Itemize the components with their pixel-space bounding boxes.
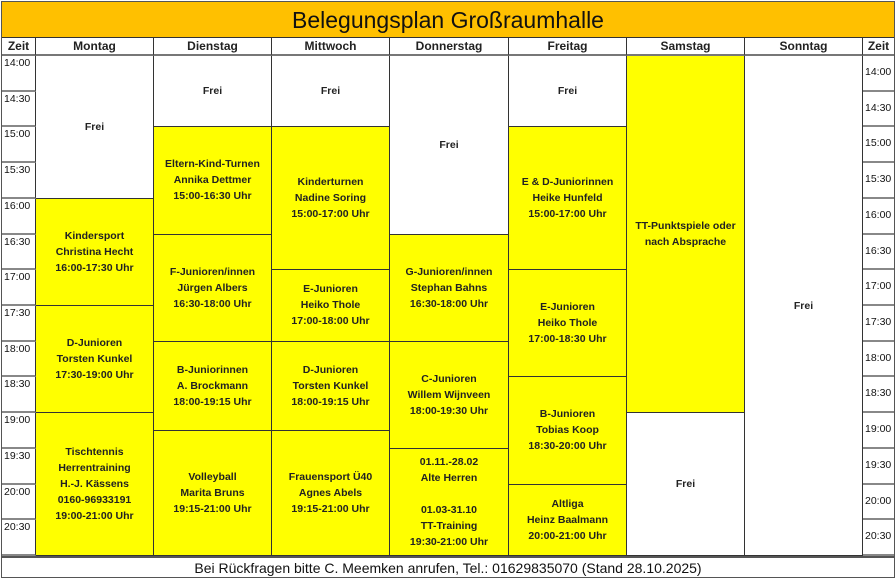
booking-line: B-Juniorinnen bbox=[176, 363, 249, 376]
time-label-left: 15:00 bbox=[2, 127, 36, 163]
booking-line: 19:00-21:00 Uhr bbox=[55, 510, 134, 523]
booking-block bbox=[390, 449, 509, 556]
booking-line: 16:00-17:30 Uhr bbox=[55, 261, 134, 274]
booking-block bbox=[154, 431, 272, 556]
booking-line: Kinderturnen bbox=[297, 176, 364, 189]
time-label-left: 19:00 bbox=[2, 413, 36, 449]
booking-block bbox=[390, 342, 509, 449]
booking-line: Tischtennis bbox=[65, 446, 124, 459]
booking-block bbox=[509, 127, 627, 270]
time-label-left: 17:30 bbox=[2, 306, 36, 342]
booking-line: B-Junioren bbox=[539, 408, 596, 421]
time-label-right: 19:00 bbox=[863, 413, 894, 449]
booking-line: Kindersport bbox=[64, 229, 125, 242]
booking-line: TT-Punktspiele oder bbox=[635, 220, 736, 233]
booking-line: Frei bbox=[557, 85, 578, 98]
booking-block bbox=[154, 342, 272, 431]
booking-line: nach Absprache bbox=[644, 236, 727, 249]
booking-line: Frei bbox=[202, 85, 223, 98]
page-title: Belegungsplan Großraumhalle bbox=[2, 2, 894, 38]
time-label-right: 15:00 bbox=[863, 127, 894, 163]
header-day-sonntag: Sonntag bbox=[745, 38, 863, 56]
booking-block bbox=[272, 431, 390, 556]
booking-line: Christina Hecht bbox=[55, 245, 134, 258]
booking-block bbox=[509, 377, 627, 484]
time-label-right: 16:00 bbox=[863, 199, 894, 235]
booking-line: E-Junioren bbox=[303, 283, 358, 296]
booking-line: 16:30-18:00 Uhr bbox=[173, 297, 252, 310]
booking-line: Annika Dettmer bbox=[173, 174, 252, 187]
booking-line: Heiko Thole bbox=[300, 299, 361, 312]
time-label-right: 18:30 bbox=[863, 377, 894, 413]
booking-line: 19:15-21:00 Uhr bbox=[173, 503, 252, 515]
free-slot bbox=[390, 56, 509, 235]
booking-line: E-Junioren bbox=[540, 301, 595, 314]
time-label-right: 14:30 bbox=[863, 92, 894, 128]
booking-line: Marita Bruns bbox=[180, 487, 245, 499]
time-label-left: 19:30 bbox=[2, 449, 36, 485]
booking-line: C-Junioren bbox=[421, 372, 477, 385]
booking-line: Heike Hunfeld bbox=[532, 192, 603, 205]
booking-line: 15:00-16:30 Uhr bbox=[173, 190, 252, 203]
booking-line: Torsten Kunkel bbox=[56, 353, 133, 366]
header-day-donnerstag: Donnerstag bbox=[390, 38, 509, 56]
free-slot bbox=[36, 56, 154, 199]
booking-line: 01.03-31.10 bbox=[420, 503, 478, 516]
time-label-left: 15:30 bbox=[2, 163, 36, 199]
booking-block bbox=[36, 199, 154, 306]
time-label-right: 16:30 bbox=[863, 235, 894, 271]
booking-block bbox=[627, 56, 745, 413]
booking-line: 01.11.-28.02 bbox=[419, 455, 479, 468]
header-zeit-right: Zeit bbox=[863, 38, 894, 56]
booking-line: Frauensport Ü40 bbox=[288, 471, 373, 483]
header-day-freitag: Freitag bbox=[509, 38, 627, 56]
booking-line: E & D-Juniorinnen bbox=[521, 176, 614, 189]
booking-line: Alte Herren bbox=[420, 471, 478, 484]
time-label-right: 14:00 bbox=[863, 56, 894, 92]
time-label-left: 20:00 bbox=[2, 485, 36, 521]
booking-line: 15:00-17:00 Uhr bbox=[528, 208, 607, 221]
booking-line: 15:00-17:00 Uhr bbox=[291, 208, 370, 221]
booking-block bbox=[272, 270, 390, 341]
booking-line: Heiko Thole bbox=[537, 317, 598, 330]
schedule-sheet bbox=[1, 1, 895, 578]
booking-line: Willem Wijnveen bbox=[407, 388, 491, 401]
booking-line: Torsten Kunkel bbox=[292, 379, 369, 392]
header-day-dienstag: Dienstag bbox=[154, 38, 272, 56]
booking-line: Agnes Abels bbox=[298, 487, 363, 499]
free-slot bbox=[272, 56, 390, 127]
time-label-right: 18:00 bbox=[863, 342, 894, 378]
free-slot bbox=[745, 56, 863, 556]
booking-line: TT-Training bbox=[420, 519, 478, 532]
booking-line: Heinz Baalmann bbox=[526, 513, 609, 526]
booking-line: Tobias Koop bbox=[536, 424, 599, 437]
booking-line: 0160-96933191 bbox=[57, 494, 132, 507]
booking-line: 17:00-18:30 Uhr bbox=[528, 333, 607, 346]
time-label-left: 18:30 bbox=[2, 377, 36, 413]
booking-line: 17:00-18:00 Uhr bbox=[291, 315, 370, 328]
time-label-left: 18:00 bbox=[2, 342, 36, 378]
booking-line: Herrentraining bbox=[58, 462, 131, 475]
booking-line: G-Junioren/innen bbox=[405, 265, 493, 278]
booking-line: F-Junioren/innen bbox=[169, 265, 256, 278]
booking-block bbox=[509, 485, 627, 556]
booking-line: 18:30-20:00 Uhr bbox=[528, 440, 607, 453]
booking-line: 18:00-19:15 Uhr bbox=[173, 395, 252, 408]
booking-line: Eltern-Kind-Turnen bbox=[165, 158, 260, 171]
booking-line: 17:30-19:00 Uhr bbox=[55, 369, 134, 382]
booking-line: D-Junioren bbox=[66, 337, 123, 350]
time-label-left: 14:00 bbox=[2, 56, 36, 92]
booking-block bbox=[154, 127, 272, 234]
time-label-right: 20:00 bbox=[863, 485, 894, 521]
booking-line: Frei bbox=[320, 85, 341, 98]
booking-line: Jürgen Albers bbox=[177, 281, 248, 294]
booking-line: 18:00-19:30 Uhr bbox=[409, 404, 489, 417]
time-label-right: 17:00 bbox=[863, 270, 894, 306]
booking-line: Frei bbox=[675, 478, 696, 491]
time-label-right: 20:30 bbox=[863, 520, 894, 556]
booking-block bbox=[390, 235, 509, 342]
booking-line: Stephan Bahns bbox=[410, 281, 488, 294]
booking-block bbox=[272, 342, 390, 431]
free-slot bbox=[509, 56, 627, 127]
booking-line: 19:15-21:00 Uhr bbox=[291, 503, 370, 515]
header-day-montag: Montag bbox=[36, 38, 154, 56]
booking-line: 20:00-21:00 Uhr bbox=[528, 529, 607, 542]
booking-line: Nadine Soring bbox=[294, 192, 367, 205]
time-label-left: 16:30 bbox=[2, 235, 36, 271]
booking-block bbox=[509, 270, 627, 377]
booking-line: 18:00-19:15 Uhr bbox=[291, 395, 370, 408]
free-slot bbox=[627, 413, 745, 556]
time-label-left: 16:00 bbox=[2, 199, 36, 235]
booking-line: A. Brockmann bbox=[176, 379, 249, 392]
booking-block bbox=[36, 413, 154, 556]
booking-block bbox=[36, 306, 154, 413]
booking-line: Frei bbox=[84, 120, 105, 133]
booking-line: Volleyball bbox=[188, 471, 237, 483]
booking-line: Altliga bbox=[551, 497, 584, 510]
header-day-samstag: Samstag bbox=[627, 38, 745, 56]
header-day-mittwoch: Mittwoch bbox=[272, 38, 390, 56]
booking-block bbox=[154, 235, 272, 342]
footer-note: Bei Rückfragen bitte C. Meemken anrufen, Tel.: 01629835070 (Stand 28.10.2025) bbox=[2, 556, 894, 577]
booking-block bbox=[272, 127, 390, 270]
booking-line: H.-J. Kässens bbox=[60, 478, 129, 491]
booking-line: 16:30-18:00 Uhr bbox=[409, 297, 489, 310]
booking-line: D-Junioren bbox=[302, 363, 359, 376]
time-label-left: 17:00 bbox=[2, 270, 36, 306]
booking-line: 19:30-21:00 Uhr bbox=[409, 535, 489, 548]
time-label-right: 17:30 bbox=[863, 306, 894, 342]
time-label-left: 20:30 bbox=[2, 520, 36, 556]
time-label-right: 15:30 bbox=[863, 163, 894, 199]
booking-line: Frei bbox=[439, 138, 459, 151]
time-label-right: 19:30 bbox=[863, 449, 894, 485]
header-zeit-left: Zeit bbox=[2, 38, 36, 56]
booking-line: Frei bbox=[793, 299, 814, 312]
free-slot bbox=[154, 56, 272, 127]
time-label-left: 14:30 bbox=[2, 92, 36, 128]
